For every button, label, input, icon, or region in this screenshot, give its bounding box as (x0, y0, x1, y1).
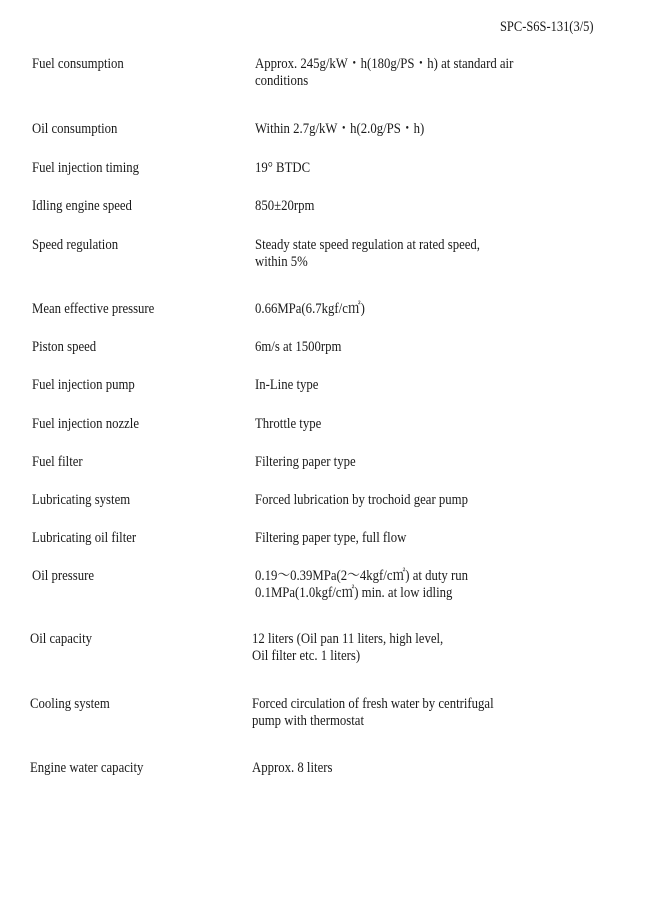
spec-label: Mean effective pressure (32, 301, 155, 317)
spec-value-line: Filtering paper type (255, 454, 356, 470)
spec-label: Idling engine speed (32, 198, 132, 214)
spec-label: Fuel injection nozzle (32, 416, 140, 432)
spec-value-line: Forced circulation of fresh water by centrifugal (252, 696, 494, 712)
spec-label: Oil capacity (30, 631, 93, 647)
spec-value (255, 237, 480, 271)
spec-value-line: 850±20rpm (255, 198, 315, 214)
spec-value (252, 760, 332, 777)
spec-label: Lubricating system (32, 492, 131, 508)
spec-value-line: 12 liters (Oil pan 11 liters, high level, (252, 631, 444, 647)
spec-value-line: Throttle type (255, 416, 322, 432)
spec-label: Fuel filter (32, 454, 83, 470)
spec-value (255, 492, 468, 509)
spec-value (255, 160, 310, 177)
spec-value-line: 0.19〜0.39MPa(2〜4kgf/c㎡) at duty run (255, 568, 469, 584)
document-id: SPC-S6S-131(3/5) (500, 19, 594, 35)
spec-value-line: 0.66MPa(6.7kgf/c㎡) (255, 301, 365, 317)
spec-value-line: 19° BTDC (255, 160, 311, 176)
spec-value-line: 6m/s at 1500rpm (255, 339, 342, 355)
spec-value (252, 696, 494, 730)
spec-label: Fuel injection timing (32, 160, 140, 176)
spec-value (255, 530, 406, 547)
spec-value (255, 56, 513, 90)
spec-label: Oil pressure (32, 568, 95, 584)
spec-label: Piston speed (32, 339, 97, 355)
spec-label: Engine water capacity (30, 760, 144, 776)
spec-label: Oil consumption (32, 121, 118, 137)
spec-value (255, 568, 468, 602)
spec-value-line: conditions (255, 73, 309, 89)
spec-value-line: Forced lubrication by trochoid gear pump (255, 492, 468, 508)
spec-label: Speed regulation (32, 237, 119, 253)
spec-value (255, 198, 314, 215)
spec-value-line: Filtering paper type, full flow (255, 530, 407, 546)
spec-value (255, 121, 424, 138)
spec-label: Lubricating oil filter (32, 530, 137, 546)
spec-label: Cooling system (30, 696, 110, 712)
spec-value-line: In-Line type (255, 377, 319, 393)
spec-value-line: within 5% (255, 254, 308, 270)
spec-value-line: Within 2.7g/kW・h(2.0g/PS・h) (255, 121, 425, 137)
spec-value (252, 631, 443, 665)
spec-label: Fuel consumption (32, 56, 124, 72)
spec-value-line: Approx. 245g/kW・h(180g/PS・h) at standard air (255, 56, 514, 72)
spec-value (255, 454, 356, 471)
spec-value-line: Steady state speed regulation at rated speed, (255, 237, 480, 253)
spec-value (255, 301, 365, 318)
spec-label: Fuel injection pump (32, 377, 135, 393)
spec-value-line: Oil filter etc. 1 liters) (252, 648, 361, 664)
spec-value-line: pump with thermostat (252, 713, 364, 729)
spec-value-line: 0.1MPa(1.0kgf/c㎡) min. at low idling (255, 585, 453, 601)
spec-value (255, 416, 321, 433)
spec-value-line: Approx. 8 liters (252, 760, 333, 776)
spec-value (255, 377, 318, 394)
spec-value (255, 339, 341, 356)
